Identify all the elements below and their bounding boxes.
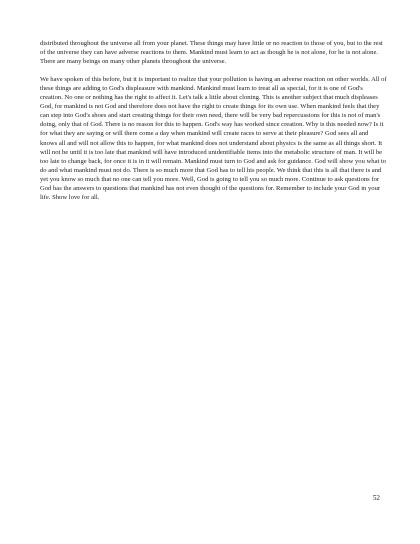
paragraph-1: distributed throughout the universe all from your planet. These things may have little or no reaction to those of you, but to the rest of the universe they can have adverse reactions to them. Mankind must learn to act as though he is not alone, for he is not alone. There are many beings on many other planets throughout the universe. (40, 40, 383, 66)
body-text (40, 39, 387, 202)
page-number: 52 (372, 494, 380, 502)
paragraph-2: We have spoken of this before, but it is important to realize that your pollution is having an adverse reaction on other worlds. All of these things are adding to God's displeasure with mankind. Mankind must learn to treat all as special, for it is one of God's creation. No one or nothing has the right to affect it. Let's talk a little about cloning. This is another subject that much displeases God, for mankind is not God and therefore does not have the right to create things for its own use. When mankind feels that they can step into God's shoes and start creating things for their own need, there will be very bad repercussions for this is not of man's doing, only that of God. There is no reason for this to happen. God's way has worked since creation. Why is this needed now? Is it for what they are saying or will there come a day when mankind will create races to serve at their pleasure? God sees all and knows all and will not allow this to happen, for what mankind does not understand about physics is the same as all things short. It will not be until it is too late that mankind will have introduced unidentifiable items into the metabolic structure of man. It will be too late to change back, for once it is in it will remain. Mankind must turn to God and ask for guidance. God will show you what to do and what mankind must not do. There is so much more that God has to tell his people. We think that this is all that there is and yet you know so much that no one can tell you more. Well, God is going to tell you so much more. Continue to ask questions for God has the answers to questions that mankind has not even thought of the questions for. Remember to include your God in your life. Show love for all. (40, 76, 387, 201)
